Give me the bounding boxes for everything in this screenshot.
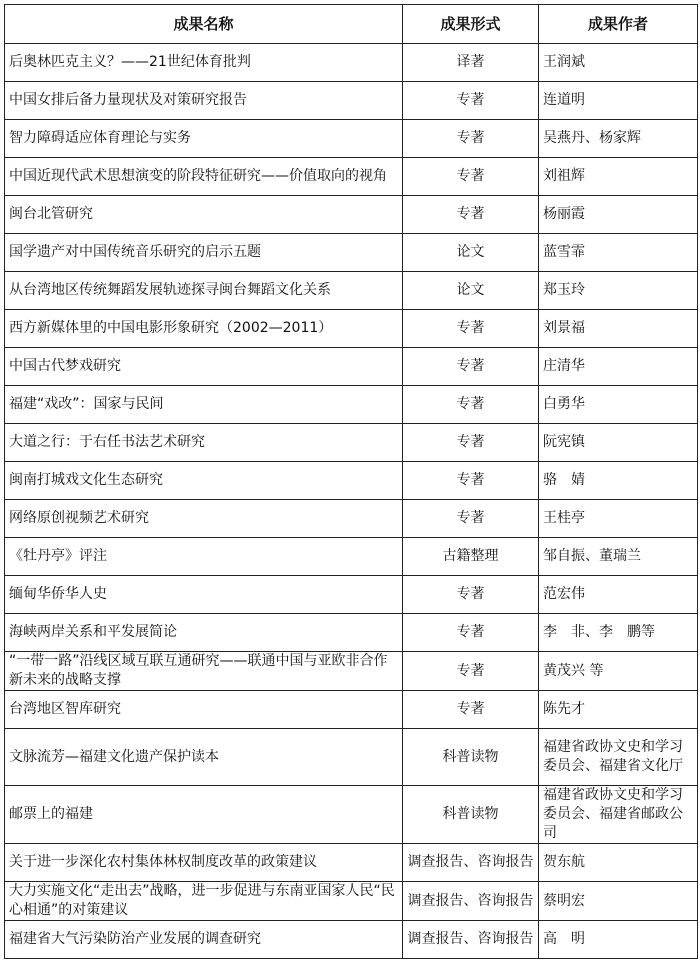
cell-author: 福建省政协文史和学习委员会、福建省文化厅 (539, 729, 698, 786)
cell-author: 邹自振、董瑞兰 (539, 538, 698, 576)
table-row (5, 196, 698, 234)
cell-name: 福建“戏改”：国家与民间 (5, 386, 403, 424)
cell-form: 专著 (403, 614, 539, 652)
cell-author: 连道明 (539, 82, 698, 120)
cell-form: 专著 (403, 462, 539, 500)
cell-form: 专著 (403, 348, 539, 386)
cell-author: 吴燕丹、杨家辉 (539, 120, 698, 158)
table-row (5, 234, 698, 272)
cell-author: 蓝雪霏 (539, 234, 698, 272)
cell-author: 刘祖辉 (539, 158, 698, 196)
cell-author: 李 非、李 鹏等 (539, 614, 698, 652)
cell-form: 译著 (403, 44, 539, 82)
cell-name: 《牡丹亭》评注 (5, 538, 403, 576)
cell-author: 陈先才 (539, 691, 698, 729)
table-row (5, 729, 698, 786)
table-row (5, 120, 698, 158)
table-row (5, 652, 698, 691)
cell-form: 科普读物 (403, 786, 539, 844)
cell-author: 王桂亭 (539, 500, 698, 538)
cell-name: 文脉流芳—福建文化遗产保护读本 (5, 729, 403, 786)
achievements-table (4, 4, 698, 959)
cell-name: 台湾地区智库研究 (5, 691, 403, 729)
table-row (5, 538, 698, 576)
header-row (5, 5, 698, 44)
cell-name: 智力障碍适应体育理论与实务 (5, 120, 403, 158)
cell-author: 杨丽霞 (539, 196, 698, 234)
cell-form: 专著 (403, 691, 539, 729)
table-row (5, 82, 698, 120)
cell-name: 中国女排后备力量现状及对策研究报告 (5, 82, 403, 120)
cell-name: 西方新媒体里的中国电影形象研究（2002—2011） (5, 310, 403, 348)
cell-author: 阮宪镇 (539, 424, 698, 462)
cell-form: 专著 (403, 120, 539, 158)
cell-author: 范宏伟 (539, 576, 698, 614)
cell-name: 海峡两岸关系和平发展简论 (5, 614, 403, 652)
table-row (5, 424, 698, 462)
cell-name: 从台湾地区传统舞蹈发展轨迹探寻闽台舞蹈文化关系 (5, 272, 403, 310)
cell-name: 后奥林匹克主义？——21世纪体育批判 (5, 44, 403, 82)
table-row (5, 310, 698, 348)
cell-form: 论文 (403, 234, 539, 272)
cell-author: 刘景福 (539, 310, 698, 348)
cell-form: 专著 (403, 158, 539, 196)
header-author: 成果作者 (539, 5, 698, 44)
cell-author: 贺东航 (539, 844, 698, 882)
cell-name: 闽南打城戏文化生态研究 (5, 462, 403, 500)
cell-name: 邮票上的福建 (5, 786, 403, 844)
cell-form: 专著 (403, 310, 539, 348)
table-row (5, 844, 698, 882)
table-row (5, 500, 698, 538)
cell-name: 关于进一步深化农村集体林权制度改革的政策建议 (5, 844, 403, 882)
cell-author: 郑玉玲 (539, 272, 698, 310)
cell-author: 白勇华 (539, 386, 698, 424)
table-row (5, 44, 698, 82)
cell-name: 缅甸华侨华人史 (5, 576, 403, 614)
table-row (5, 462, 698, 500)
cell-author: 庄清华 (539, 348, 698, 386)
table-row (5, 614, 698, 652)
cell-author: 王润斌 (539, 44, 698, 82)
cell-form: 调查报告、咨询报告 (403, 882, 539, 921)
cell-name: 中国古代梦戏研究 (5, 348, 403, 386)
cell-name: 国学遗产对中国传统音乐研究的启示五题 (5, 234, 403, 272)
cell-form: 调查报告、咨询报告 (403, 844, 539, 882)
table-row (5, 158, 698, 196)
cell-form: 专著 (403, 652, 539, 691)
cell-form: 科普读物 (403, 729, 539, 786)
cell-author: 骆 婧 (539, 462, 698, 500)
table-row (5, 786, 698, 844)
cell-form: 专著 (403, 82, 539, 120)
cell-form: 专著 (403, 424, 539, 462)
cell-form: 论文 (403, 272, 539, 310)
header-name: 成果名称 (5, 5, 403, 44)
table-row (5, 576, 698, 614)
table-row (5, 386, 698, 424)
table-row (5, 348, 698, 386)
table-row (5, 882, 698, 921)
cell-form: 专著 (403, 576, 539, 614)
cell-author: 黄茂兴 等 (539, 652, 698, 691)
cell-name: 大道之行：于右任书法艺术研究 (5, 424, 403, 462)
cell-name: 中国近现代武术思想演变的阶段特征研究——价值取向的视角 (5, 158, 403, 196)
table-row (5, 921, 698, 959)
header-form: 成果形式 (403, 5, 539, 44)
cell-author: 蔡明宏 (539, 882, 698, 921)
cell-name: 大力实施文化“走出去”战略，进一步促进与东南亚国家人民“民心相通”的对策建议 (5, 882, 403, 921)
cell-name: 闽台北管研究 (5, 196, 403, 234)
cell-author: 高 明 (539, 921, 698, 959)
cell-name: 福建省大气污染防治产业发展的调查研究 (5, 921, 403, 959)
cell-form: 调查报告、咨询报告 (403, 921, 539, 959)
table-row (5, 272, 698, 310)
cell-form: 专著 (403, 500, 539, 538)
cell-author: 福建省政协文史和学习委员会、福建省邮政公司 (539, 786, 698, 844)
cell-form: 专著 (403, 196, 539, 234)
cell-form: 古籍整理 (403, 538, 539, 576)
cell-name: “一带一路”沿线区域互联互通研究——联通中国与亚欧非合作新未来的战略支撑 (5, 652, 403, 691)
cell-form: 专著 (403, 386, 539, 424)
table-row (5, 691, 698, 729)
cell-name: 网络原创视频艺术研究 (5, 500, 403, 538)
